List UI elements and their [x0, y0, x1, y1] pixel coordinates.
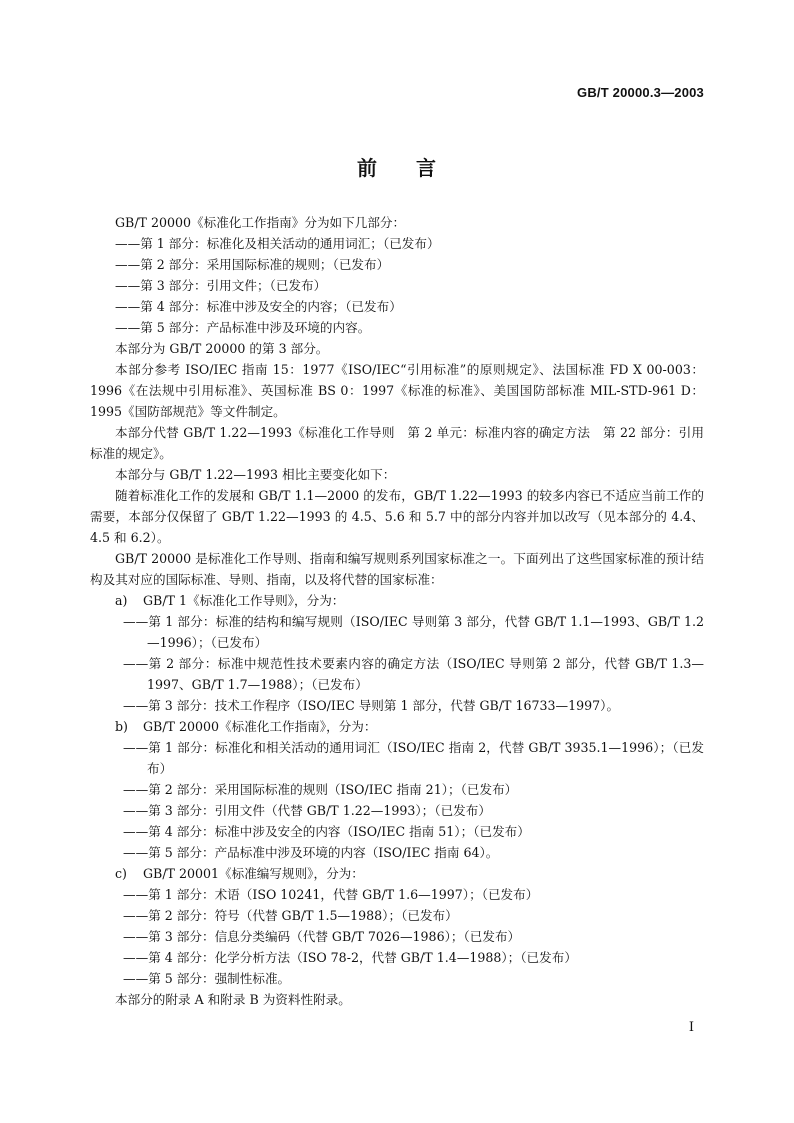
series-b-label: b)	[115, 719, 128, 734]
series-c-title: GB/T 20001《标准编写规则》，分为：	[143, 866, 364, 881]
series-b-part: ——第 3 部分：引用文件（代替 GB/T 1.22—1993）；（已发布）	[123, 803, 491, 818]
series-a-part: ——第 2 部分：标准中规范性技术要素内容的确定方法（ISO/IEC 导则第 2 部分，代替 GB/T 1.3—1997、GB/T 1.7—1988）；（已发布）	[123, 656, 704, 692]
series-a-label: a)	[115, 593, 128, 608]
title-char-right: 言	[416, 156, 437, 180]
series-c-part: ——第 2 部分：符号（代替 GB/T 1.5—1988）；（已发布）	[123, 908, 458, 923]
standard-code: GB/T 20000.3—2003	[577, 85, 704, 100]
page-title	[0, 152, 794, 181]
reference-paragraph: 本部分参考 ISO/IEC 指南 15：1977《ISO/IEC“引用标准”的原则规定》、法国标准 FD X 00-003：1996《在法规中引用标准》、英国标准 BS 0：1997《标准的标准》、美国国防部标准 MIL-STD-961 D：1995《国防部规范》等文件制定。	[90, 362, 704, 419]
part-line: ——第 4 部分：标准中涉及安全的内容；（已发布）	[115, 299, 402, 314]
series-c-part: ——第 1 部分：术语（ISO 10241，代替 GB/T 1.6—1997）；（已发布）	[123, 887, 539, 902]
title-char-left: 前	[357, 156, 378, 180]
series-a-heading	[90, 590, 704, 611]
series-b-title: GB/T 20000《标准化工作指南》，分为：	[143, 719, 377, 734]
part-line: ——第 3 部分：引用文件；（已发布）	[115, 278, 327, 293]
document-body	[90, 212, 704, 1010]
changes-intro-paragraph: 本部分与 GB/T 1.22—1993 相比主要变化如下：	[115, 467, 396, 482]
series-b-part: ——第 2 部分：采用国际标准的规则（ISO/IEC 指南 21）；（已发布）	[123, 782, 518, 797]
series-c-part: ——第 4 部分：化学分析方法（ISO 78-2，代替 GB/T 1.4—1988）；（已发布）	[123, 950, 577, 965]
annex-note: 本部分的附录 A 和附录 B 为资料性附录。	[115, 992, 351, 1007]
part-line: ——第 2 部分：采用国际标准的规则；（已发布）	[115, 257, 390, 272]
series-c-part: ——第 3 部分：信息分类编码（代替 GB/T 7026—1986）；（已发布）	[123, 929, 521, 944]
series-b-heading	[90, 716, 704, 737]
series-b-part: ——第 4 部分：标准中涉及安全的内容（ISO/IEC 指南 51）；（已发布）	[123, 824, 530, 839]
replaces-paragraph: 本部分代替 GB/T 1.22—1993《标准化工作导则 第 2 单元：标准内容的确定方法 第 22 部分：引用标准的规定》。	[90, 425, 704, 461]
intro-paragraph: GB/T 20000《标准化工作指南》分为如下几部分：	[115, 215, 406, 230]
series-a-title: GB/T 1《标准化工作导则》，分为：	[143, 593, 345, 608]
part-line: ——第 1 部分：标准化及相关活动的通用词汇；（已发布）	[115, 236, 440, 251]
part-line: ——第 5 部分：产品标准中涉及环境的内容。	[115, 320, 371, 335]
series-b-part: ——第 1 部分：标准化和相关活动的通用词汇（ISO/IEC 指南 2，代替 GB/T 3935.1—1996）；（已发布）	[123, 740, 704, 776]
series-c-label: c)	[115, 866, 127, 881]
series-intro-paragraph: GB/T 20000 是标准化工作导则、指南和编写规则系列国家标准之一。下面列出了这些国家标准的预计结构及其对应的国际标准、导则、指南，以及将代替的国家标准：	[90, 551, 704, 587]
changes-detail-paragraph: 随着标准化工作的发展和 GB/T 1.1—2000 的发布，GB/T 1.22—1993 的较多内容已不适应当前工作的需要，本部分仅保留了 GB/T 1.22—1993 的 4.5、5.6 和 5.7 中的部分内容并加以改写（见本部分的 4.4、4.5 和 6.2）。	[90, 488, 704, 545]
series-a-part: ——第 1 部分：标准的结构和编写规则（ISO/IEC 导则第 3 部分，代替 GB/T 1.1—1993、GB/T 1.2—1996）；（已发布）	[123, 614, 704, 650]
this-part-paragraph: 本部分为 GB/T 20000 的第 3 部分。	[115, 341, 329, 356]
page-number: I	[688, 1020, 694, 1035]
series-c-part: ——第 5 部分：强制性标准。	[123, 971, 291, 986]
series-a-part: ——第 3 部分：技术工作程序（ISO/IEC 导则第 1 部分，代替 GB/T 16733—1997）。	[123, 698, 620, 713]
series-b-part: ——第 5 部分：产品标准中涉及环境的内容（ISO/IEC 指南 64）。	[123, 845, 499, 860]
series-c-heading	[90, 863, 704, 884]
